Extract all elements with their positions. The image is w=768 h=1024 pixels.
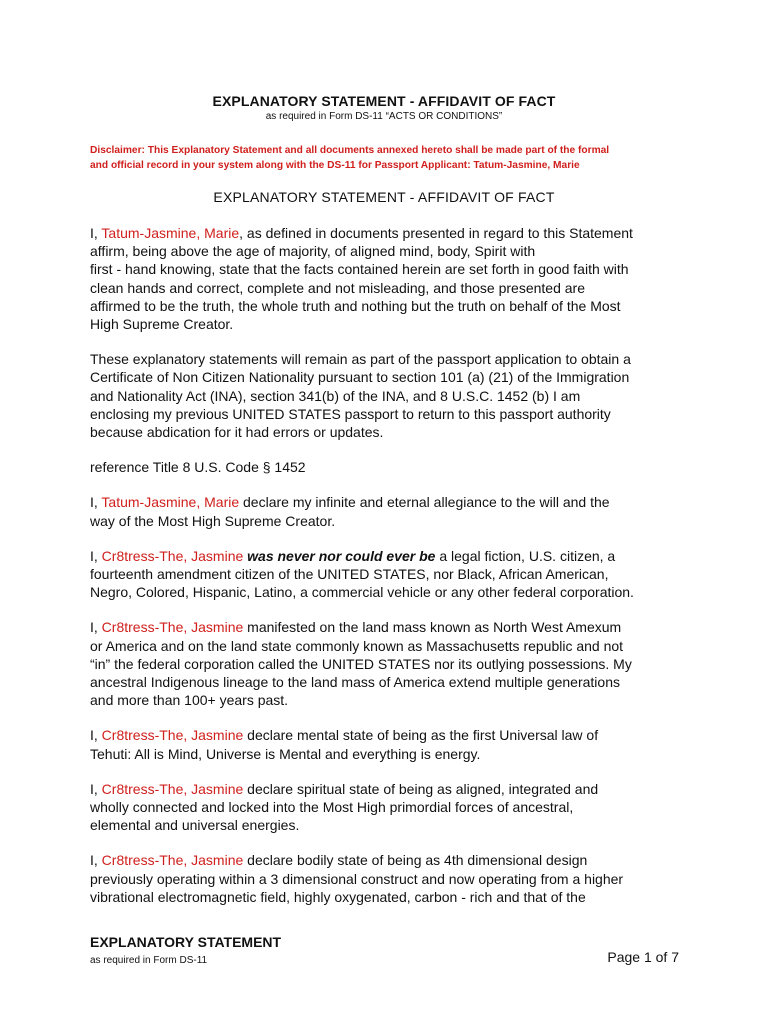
paragraph-passport <box>90 350 686 441</box>
text: These explanatory statements will remain as part of the passport application to obtain a <box>90 351 631 368</box>
text: or America and on the land state commonly known as Massachusetts republic and not <box>90 637 624 654</box>
emphasis-text: was never nor could ever be <box>247 547 436 564</box>
section-heading: EXPLANATORY STATEMENT - AFFIDAVIT OF FACT <box>213 189 555 205</box>
text: Tehuti: All is Mind, Universe is Mental and everything is energy. <box>90 745 481 762</box>
text: Certificate of Non Citizen Nationality pursuant to section 101 (a) (21) of the Immigration <box>90 369 630 386</box>
applicant-name: Cr8tress-The, Jasmine <box>101 727 244 744</box>
paragraph-reference <box>90 458 686 476</box>
text: “in” the federal corporation called the UNITED STATES nor its outlying possessions. My <box>90 655 632 672</box>
text: enclosing my previous UNITED STATES passport to return to this passport authority <box>90 405 611 422</box>
text: affirmed to be the truth, the whole truth and nothing but the truth on behalf of the Most <box>90 297 621 314</box>
text: declare mental state of being as the first Universal law of <box>243 727 599 744</box>
text: wholly connected and locked into the Most High primordial forces of ancestral, <box>90 799 574 816</box>
text: I, <box>90 225 102 241</box>
text: I, <box>90 619 102 636</box>
text: reference Title 8 U.S. Code § 1452 <box>90 459 306 476</box>
text: High Supreme Creator. <box>90 316 234 333</box>
text: declare spiritual state of being as aligned, integrated and <box>243 780 599 797</box>
applicant-name: Cr8tress-The, Jasmine <box>101 547 244 564</box>
footer-title: EXPLANATORY STATEMENT <box>90 934 282 950</box>
page-number: Page 1 of 7 <box>607 949 679 965</box>
text: first - hand knowing, state that the facts contained herein are set forth in good faith with <box>90 261 629 278</box>
text: Negro, Colored, Hispanic, Latino, a commercial vehicle or any other federal corporation. <box>90 584 634 601</box>
applicant-name: Cr8tress-The, Jasmine <box>101 852 244 869</box>
paragraph-manifested <box>90 618 686 709</box>
applicant-name: Tatum-Jasmine, Marie <box>101 225 240 241</box>
text: a legal fiction, U.S. citizen, a <box>435 547 616 564</box>
text: way of the Most High Supreme Creator. <box>90 512 336 529</box>
text: previously operating within a 3 dimensional construct and now operating from a higher <box>90 870 624 887</box>
applicant-name: Tatum-Jasmine, Marie <box>101 494 240 511</box>
text: I, <box>90 494 102 511</box>
text: and more than 100+ years past. <box>90 692 289 709</box>
disclaimer-line: Disclaimer: This Explanatory Statement and all documents annexed hereto shall be made part of the formal <box>90 145 610 156</box>
paragraph-bodily <box>90 851 686 906</box>
document-title: EXPLANATORY STATEMENT - AFFIDAVIT OF FACT <box>212 93 556 109</box>
text: manifested on the land mass known as North West Amexum <box>243 619 622 636</box>
paragraph-mental <box>90 726 686 762</box>
paragraph-affirmation <box>90 224 686 333</box>
text: declare my infinite and eternal allegiance to the will and the <box>239 494 610 511</box>
text: , as defined in documents presented in regard to this Statement <box>239 225 633 241</box>
text: declare bodily state of being as 4th dimensional design <box>243 852 588 869</box>
document-subtitle: as required in Form DS-11 “ACTS OR CONDITIONS” <box>265 111 503 122</box>
applicant-name: Cr8tress-The, Jasmine <box>101 619 244 636</box>
paragraph-spiritual <box>90 780 686 835</box>
text: because abdication for it had errors or updates. <box>90 424 384 441</box>
disclaimer <box>90 143 690 173</box>
document-body <box>90 224 686 923</box>
paragraph-status <box>90 547 686 602</box>
text: I, <box>90 727 102 744</box>
text: vibrational electromagnetic field, highly oxygenated, carbon - rich and that of the <box>90 888 586 905</box>
text: fourteenth amendment citizen of the UNITED STATES, nor Black, African American, <box>90 566 609 583</box>
text: affirm, being above the age of majority, of aligned mind, body, Spirit with <box>90 243 536 260</box>
paragraph-allegiance <box>90 493 686 529</box>
text: and Nationality Act (INA), section 341(b) of the INA, and 8 U.S.C. 1452 (b) I am <box>90 387 581 404</box>
applicant-name: Cr8tress-The, Jasmine <box>101 780 244 797</box>
text: elemental and universal energies. <box>90 817 300 834</box>
footer-subtitle: as required in Form DS-11 <box>90 955 208 966</box>
text: I, <box>90 852 102 869</box>
disclaimer-line: and official record in your system along with the DS-11 for Passport Applicant: Tatum-Jasmine, Marie <box>90 160 580 171</box>
text: I, <box>90 547 102 564</box>
text: clean hands and correct, complete and not misleading, and those presented are <box>90 279 585 296</box>
text: I, <box>90 780 102 797</box>
text: ancestral Indigenous lineage to the land mass of America extend multiple generations <box>90 674 620 691</box>
